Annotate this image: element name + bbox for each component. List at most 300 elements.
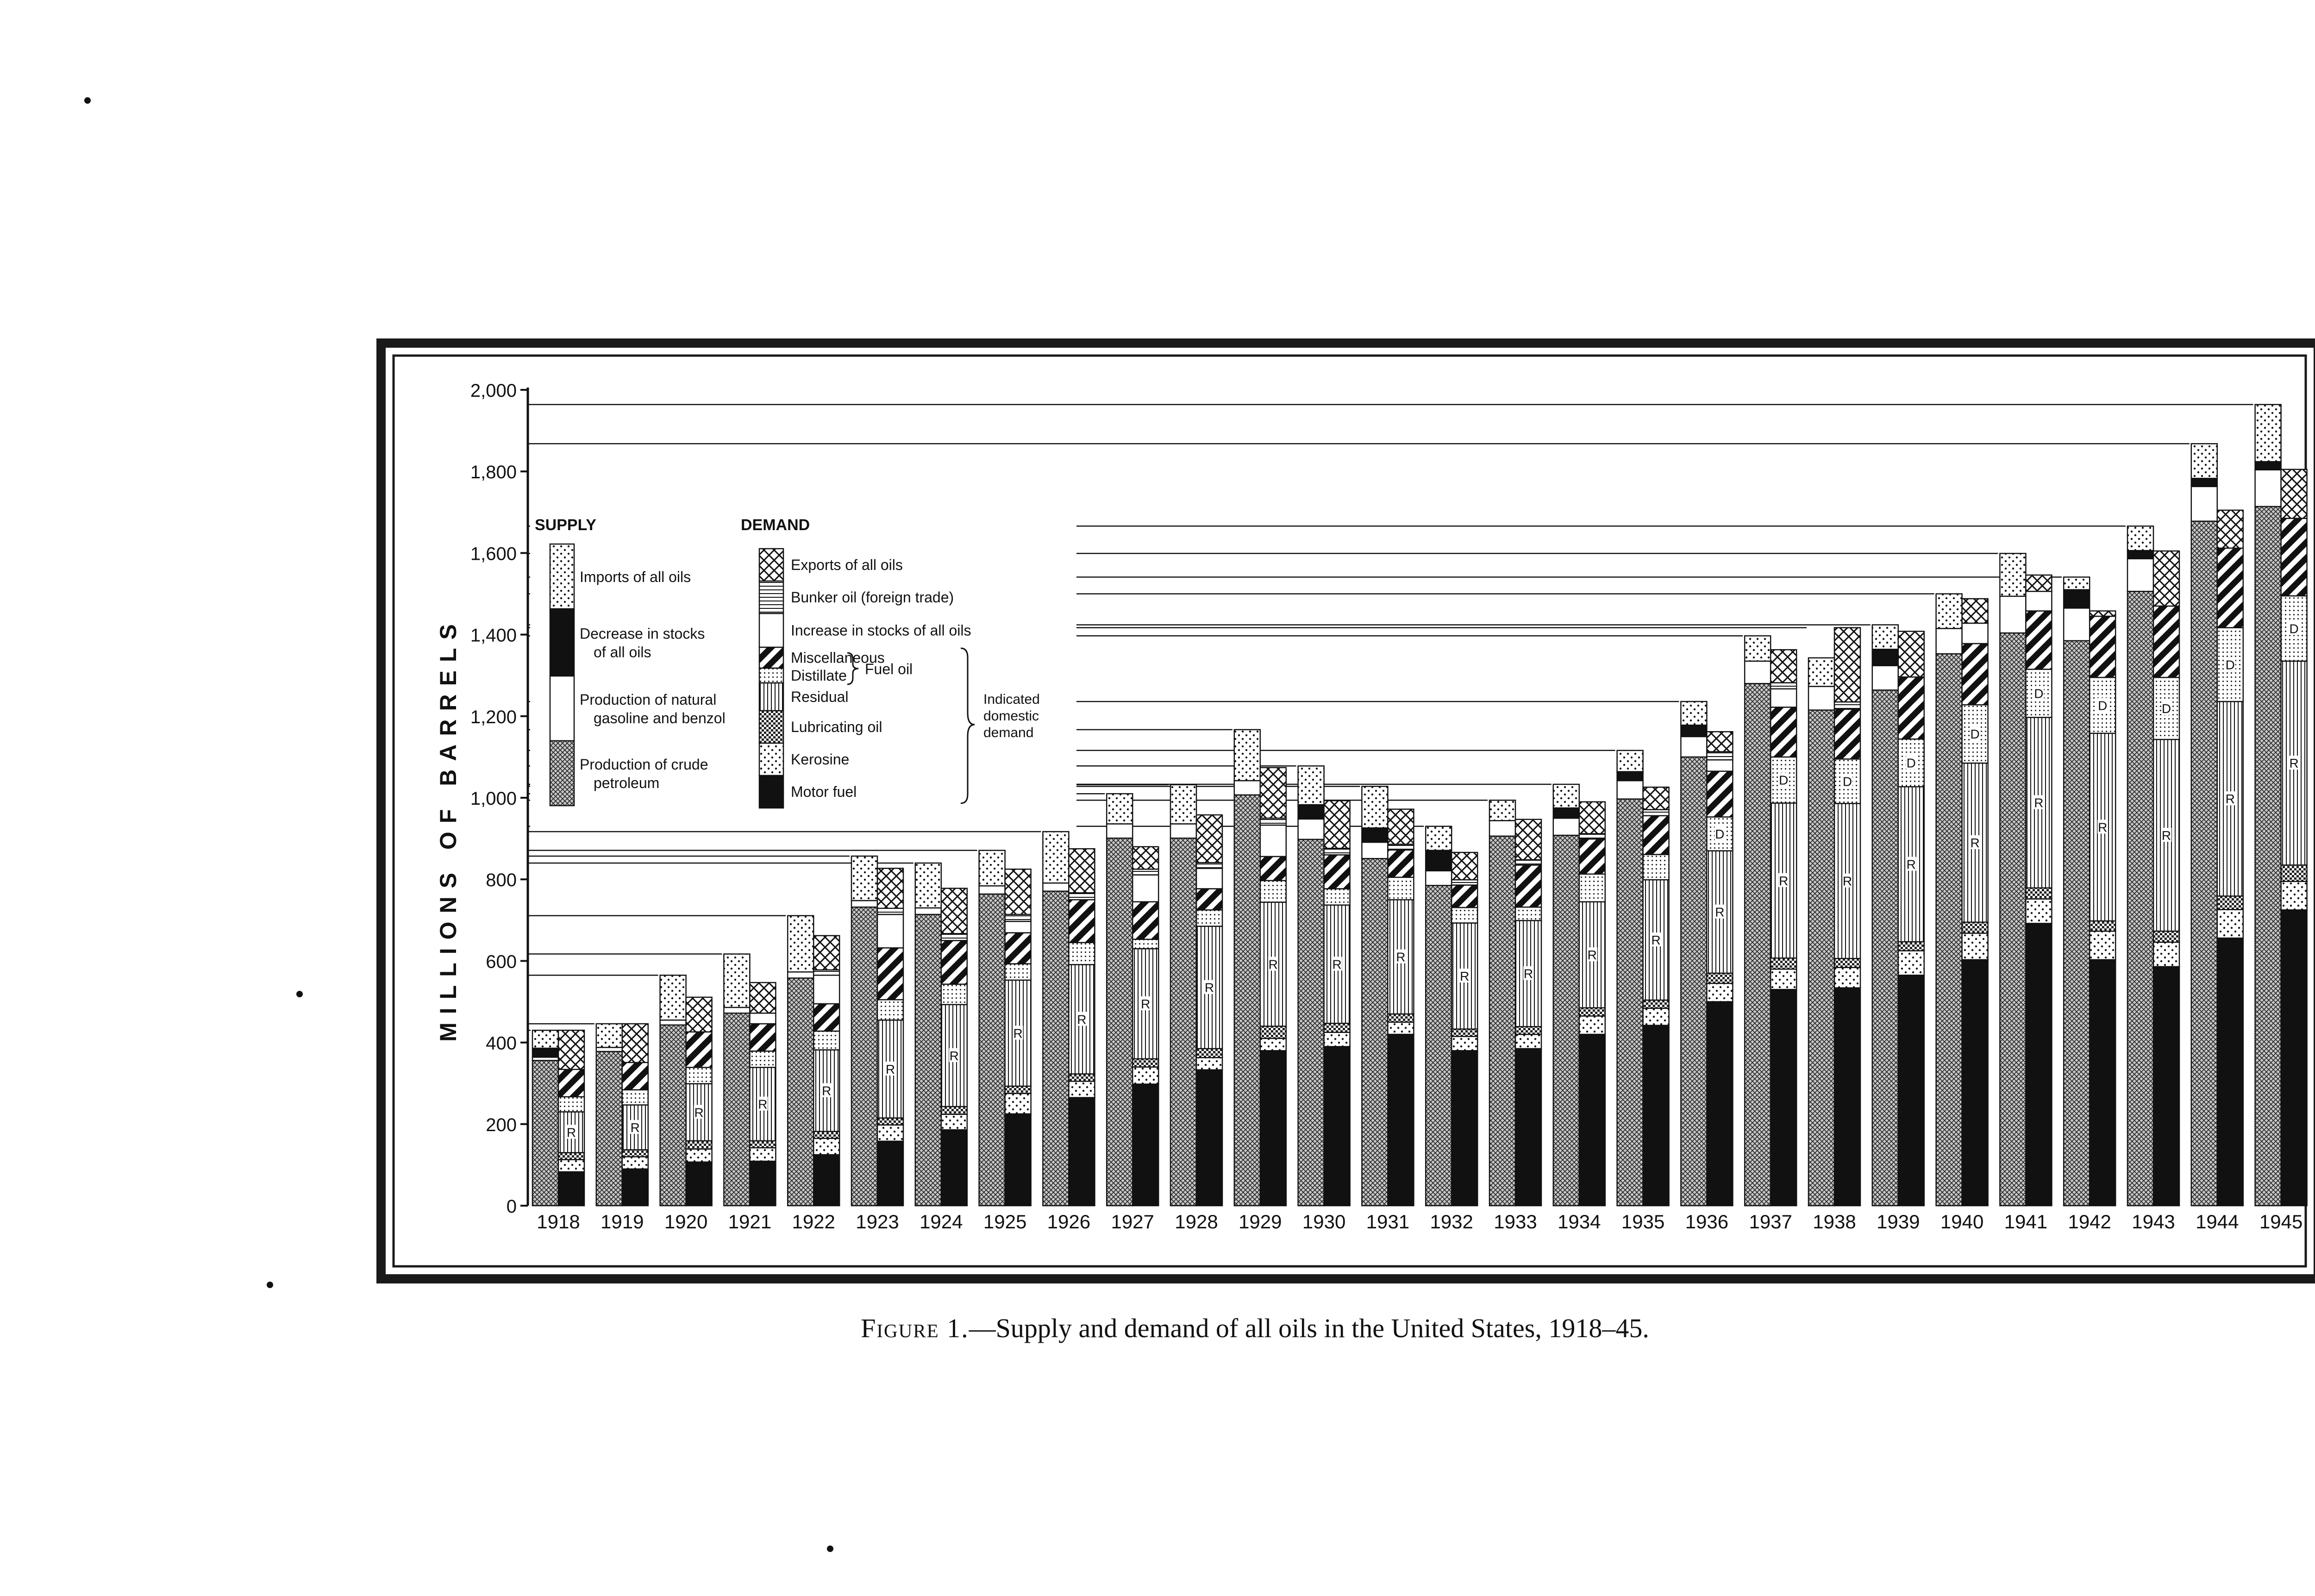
legend-label-distillate: Distillate [791, 667, 847, 684]
x-tick-label: 1937 [1749, 1211, 1792, 1233]
supply-segment-crude [1553, 835, 1579, 1206]
x-tick-label: 1945 [2259, 1211, 2303, 1233]
supply-segment-imports [1936, 594, 1962, 629]
supply-segment-natgas [915, 908, 941, 914]
demand-segment-motor [686, 1162, 712, 1206]
demand-segment-kerosine [2026, 899, 2052, 923]
segment-letter-distillate: D [1715, 826, 1725, 841]
supply-segment-stock_decrease [2127, 551, 2153, 559]
supply-segment-crude [532, 1060, 558, 1206]
segment-letter-residual: R [2034, 795, 2044, 810]
supply-segment-crude [979, 894, 1005, 1206]
demand-segment-misc [1834, 709, 1860, 759]
segment-letter-residual: R [1779, 873, 1789, 888]
x-tick-label: 1944 [2196, 1211, 2239, 1233]
demand-segment-exports [1069, 849, 1095, 893]
supply-segment-natgas [1107, 824, 1132, 838]
segment-letter-residual: R [1970, 835, 1980, 850]
demand-segment-exports [1771, 650, 1796, 682]
segment-letter-distillate: D [1970, 727, 1980, 742]
demand-segment-kerosine [813, 1139, 839, 1155]
demand-segment-stock_increase [1771, 689, 1796, 707]
demand-segment-distillate [1069, 943, 1095, 965]
x-tick-label: 1932 [1430, 1211, 1473, 1233]
demand-segment-lube [1452, 1029, 1477, 1037]
demand-segment-lube [1324, 1023, 1350, 1032]
demand-segment-bunker [1771, 683, 1796, 689]
legend-domestic-label: Indicated [983, 692, 1040, 707]
demand-segment-exports [1452, 852, 1477, 880]
demand-segment-exports [2026, 575, 2052, 591]
demand-segment-lube [2026, 888, 2052, 899]
demand-segment-misc [1962, 644, 1988, 705]
segment-letter-residual: R [758, 1097, 768, 1112]
demand-segment-lube [1388, 1014, 1414, 1022]
figure-label: Figure 1. [861, 1313, 969, 1343]
legend-demand-title: DEMAND [741, 516, 810, 534]
supply-segment-stock_decrease [2255, 462, 2281, 470]
demand-segment-bunker [1260, 818, 1286, 825]
demand-segment-misc [1579, 839, 1605, 874]
supply-segment-natgas [1808, 686, 1834, 710]
demand-segment-kerosine [1579, 1016, 1605, 1034]
demand-segment-bunker [1069, 893, 1095, 900]
demand-segment-motor [1643, 1026, 1669, 1206]
supply-segment-natgas [1426, 871, 1452, 886]
legend-label-residual: Residual [791, 688, 849, 705]
demand-segment-distillate [1132, 939, 1158, 949]
supply-segment-imports [1170, 785, 1196, 824]
demand-segment-distillate [1452, 908, 1477, 923]
demand-segment-kerosine [2090, 931, 2115, 960]
y-tick-label: 400 [486, 1033, 517, 1054]
supply-segment-crude [1489, 836, 1515, 1206]
supply-segment-crude [1872, 690, 1898, 1206]
x-tick-label: 1928 [1175, 1211, 1218, 1233]
demand-segment-exports [2153, 551, 2179, 606]
demand-segment-misc [813, 1004, 839, 1031]
demand-segment-distillate [1643, 854, 1669, 880]
supply-segment-natgas [788, 972, 813, 978]
demand-segment-misc [2153, 606, 2179, 677]
demand-segment-misc [622, 1063, 648, 1090]
demand-segment-exports [1132, 847, 1158, 869]
demand-segment-misc [1324, 855, 1350, 889]
segment-letter-residual: R [1651, 933, 1661, 948]
x-tick-label: 1931 [1366, 1211, 1410, 1233]
demand-segment-lube [941, 1107, 967, 1114]
supply-segment-imports [915, 863, 941, 908]
supply-segment-crude [1234, 795, 1260, 1206]
demand-segment-motor [750, 1161, 776, 1206]
demand-segment-stock_increase [1707, 760, 1733, 771]
demand-segment-misc [1196, 889, 1222, 910]
supply-segment-imports [851, 856, 877, 901]
legend-label-crude: petroleum [594, 775, 660, 791]
legend-swatch-distillate [759, 668, 783, 683]
demand-segment-stock_increase [1005, 921, 1031, 933]
segment-letter-distillate: D [2225, 657, 2235, 672]
supply-segment-natgas [851, 901, 877, 907]
segment-letter-residual: R [2225, 792, 2235, 807]
demand-segment-misc [750, 1024, 776, 1051]
y-tick-label: 1,800 [470, 462, 517, 483]
legend-swatch-crude [550, 741, 574, 806]
demand-segment-exports [941, 889, 967, 934]
segment-letter-residual: R [1077, 1012, 1087, 1027]
demand-segment-misc [686, 1032, 712, 1068]
demand-segment-lube [877, 1118, 903, 1125]
demand-segment-misc [1898, 677, 1924, 739]
demand-segment-exports [1834, 628, 1860, 702]
legend-label-stock_increase: Increase in stocks of all oils [791, 622, 971, 639]
supply-segment-crude [2255, 507, 2281, 1206]
demand-segment-lube [1515, 1026, 1541, 1034]
segment-letter-residual: R [2289, 756, 2299, 771]
segment-letter-residual: R [1906, 857, 1916, 872]
demand-segment-motor [941, 1130, 967, 1206]
demand-segment-exports [1324, 801, 1350, 848]
x-tick-label: 1924 [920, 1211, 963, 1233]
demand-segment-kerosine [1388, 1022, 1414, 1034]
demand-segment-exports [2281, 469, 2307, 519]
demand-segment-kerosine [1898, 951, 1924, 975]
demand-segment-stock_increase [1962, 623, 1988, 644]
legend-label-kerosine: Kerosine [791, 751, 850, 768]
demand-segment-lube [558, 1152, 584, 1159]
segment-letter-residual: R [885, 1062, 895, 1077]
segment-letter-distillate: D [2034, 686, 2044, 701]
supply-segment-imports [1107, 794, 1132, 824]
legend-swatch-stock_increase [759, 613, 783, 647]
demand-segment-distillate [1324, 889, 1350, 905]
demand-segment-misc [1515, 865, 1541, 907]
demand-segment-motor [1260, 1051, 1286, 1206]
demand-segment-motor [1834, 988, 1860, 1206]
supply-segment-crude [1170, 838, 1196, 1206]
demand-segment-kerosine [2153, 942, 2179, 967]
supply-segment-imports [1681, 701, 1707, 725]
demand-segment-kerosine [686, 1149, 712, 1162]
supply-segment-natgas [2127, 559, 2153, 591]
y-tick-label: 0 [506, 1196, 517, 1217]
supply-segment-crude [724, 1013, 750, 1206]
demand-segment-misc [877, 948, 903, 1000]
x-axis-labels [537, 1211, 2302, 1233]
supply-segment-natgas [2000, 596, 2026, 633]
demand-segment-kerosine [2217, 909, 2243, 938]
demand-segment-misc [2090, 616, 2115, 677]
supply-segment-stock_decrease [1617, 772, 1643, 781]
demand-segment-exports [1643, 787, 1669, 809]
supply-segment-crude [1681, 757, 1707, 1206]
x-tick-label: 1941 [2004, 1211, 2048, 1233]
demand-segment-distillate [1196, 910, 1222, 926]
segment-letter-residual: R [1013, 1026, 1023, 1041]
y-tick-label: 1,600 [470, 544, 517, 564]
demand-segment-kerosine [1834, 967, 1860, 988]
demand-segment-misc [1132, 902, 1158, 939]
figure-caption-text: —Supply and demand of all oils in the United States, 1918–45. [969, 1313, 1649, 1343]
demand-segment-stock_increase [1132, 875, 1158, 902]
supply-segment-imports [596, 1024, 622, 1047]
segment-letter-residual: R [2161, 828, 2171, 843]
demand-segment-exports [750, 983, 776, 1013]
demand-segment-misc [1388, 850, 1414, 877]
legend-domestic-label: domestic [983, 708, 1039, 724]
supply-segment-natgas [1170, 824, 1196, 838]
legend-label-motor: Motor fuel [791, 783, 857, 800]
supply-segment-imports [1553, 784, 1579, 808]
demand-segment-bunker [1196, 863, 1222, 868]
demand-segment-exports [2090, 611, 2115, 616]
supply-segment-natgas [660, 1020, 686, 1025]
segment-letter-residual: R [1842, 874, 1852, 889]
supply-segment-crude [1808, 710, 1834, 1206]
supply-segment-stock_decrease [1553, 808, 1579, 818]
supply-segment-natgas [596, 1047, 622, 1051]
supply-segment-crude [1426, 885, 1452, 1206]
demand-segment-kerosine [1005, 1094, 1031, 1114]
segment-letter-residual: R [1332, 957, 1342, 972]
supply-segment-crude [1936, 654, 1962, 1206]
segment-letter-residual: R [1204, 980, 1214, 995]
legend-fuel-oil-label: Fuel oil [865, 661, 913, 677]
demand-segment-kerosine [1707, 983, 1733, 1002]
supply-segment-crude [851, 907, 877, 1206]
x-tick-label: 1923 [856, 1211, 899, 1233]
x-tick-label: 1933 [1494, 1211, 1537, 1233]
demand-segment-distillate [1005, 964, 1031, 980]
supply-segment-imports [532, 1030, 558, 1048]
y-tick-label: 600 [486, 951, 517, 972]
demand-segment-exports [1515, 820, 1541, 860]
demand-segment-lube [1132, 1059, 1158, 1067]
demand-segment-lube [2281, 865, 2307, 881]
x-tick-label: 1918 [537, 1211, 580, 1233]
supply-segment-imports [2000, 553, 2026, 596]
demand-segment-kerosine [941, 1114, 967, 1130]
demand-segment-lube [1771, 958, 1796, 969]
demand-segment-lube [1643, 1000, 1669, 1008]
demand-segment-kerosine [1962, 933, 1988, 959]
demand-segment-kerosine [1643, 1008, 1669, 1026]
y-tick-label: 1,200 [470, 707, 517, 727]
x-tick-label: 1925 [983, 1211, 1027, 1233]
demand-segment-motor [1388, 1034, 1414, 1206]
supply-segment-natgas [2064, 608, 2090, 640]
supply-segment-imports [1043, 832, 1069, 883]
legend-label-lube: Lubricating oil [791, 719, 882, 735]
legend-label-exports: Exports of all oils [791, 557, 903, 573]
supply-segment-stock_decrease [1872, 649, 1898, 665]
segment-letter-residual: R [822, 1083, 832, 1098]
supply-segment-natgas [724, 1008, 750, 1013]
legend-label-natgas: gasoline and benzol [594, 710, 726, 726]
demand-segment-lube [2217, 896, 2243, 909]
demand-segment-motor [1069, 1098, 1095, 1206]
demand-segment-bunker [1579, 834, 1605, 839]
legend-label-misc: Miscellaneous [791, 649, 885, 666]
demand-segment-stock_increase [1260, 825, 1286, 857]
supply-segment-stock_decrease [1298, 805, 1324, 819]
supply-segment-imports [1745, 636, 1771, 661]
demand-segment-motor [2217, 938, 2243, 1206]
supply-segment-crude [788, 978, 813, 1206]
supply-segment-imports [1617, 751, 1643, 772]
demand-segment-motor [558, 1172, 584, 1206]
demand-segment-bunker [1707, 751, 1733, 760]
supply-segment-imports [2064, 577, 2090, 589]
supply-segment-crude [2064, 641, 2090, 1206]
demand-segment-stock_increase [1196, 868, 1222, 889]
demand-segment-kerosine [1196, 1058, 1222, 1070]
x-tick-label: 1919 [601, 1211, 644, 1233]
supply-segment-natgas [1745, 661, 1771, 683]
supply-segment-natgas [1362, 842, 1388, 858]
x-tick-label: 1934 [1558, 1211, 1601, 1233]
supply-segment-crude [1298, 839, 1324, 1206]
demand-segment-lube [1898, 942, 1924, 951]
supply-segment-imports [1362, 786, 1388, 828]
demand-segment-motor [1452, 1051, 1477, 1206]
supply-segment-stock_decrease [1362, 828, 1388, 842]
supply-segment-crude [1745, 683, 1771, 1206]
supply-segment-natgas [1936, 628, 1962, 654]
demand-segment-bunker [1005, 914, 1031, 921]
demand-segment-exports [1196, 815, 1222, 863]
supply-segment-natgas [1553, 818, 1579, 835]
demand-segment-bunker [1515, 860, 1541, 865]
demand-segment-distillate [877, 1000, 903, 1020]
supply-segment-crude [2191, 521, 2217, 1206]
legend-swatch-lube [759, 711, 783, 743]
x-tick-label: 1920 [664, 1211, 708, 1233]
legend-label-stock_decrease: Decrease in stocks [580, 625, 705, 642]
segment-letter-distillate: D [1906, 756, 1916, 770]
supply-segment-crude [2127, 591, 2153, 1206]
legend-swatch-motor [759, 776, 783, 808]
segment-letter-distillate: D [2289, 621, 2299, 636]
demand-segment-bunker [941, 933, 967, 940]
supply-segment-crude [596, 1051, 622, 1206]
demand-segment-exports [1388, 809, 1414, 845]
demand-segment-bunker [1132, 869, 1158, 875]
demand-segment-lube [1834, 958, 1860, 967]
supply-segment-natgas [2255, 470, 2281, 507]
demand-segment-distillate [622, 1090, 648, 1105]
supply-segment-natgas [2191, 487, 2217, 521]
supply-segment-stock_decrease [2191, 478, 2217, 487]
supply-segment-imports [788, 916, 813, 972]
demand-segment-lube [686, 1141, 712, 1149]
demand-segment-motor [2281, 910, 2307, 1206]
demand-segment-exports [1898, 632, 1924, 677]
supply-segment-natgas [1617, 781, 1643, 799]
demand-segment-bunker [1643, 810, 1669, 816]
demand-segment-bunker [1452, 880, 1477, 885]
segment-letter-distillate: D [2098, 698, 2108, 713]
demand-segment-motor [2090, 960, 2115, 1206]
demand-segment-motor [1324, 1046, 1350, 1206]
supply-segment-stock_decrease [1681, 725, 1707, 737]
demand-segment-kerosine [2281, 882, 2307, 910]
demand-segment-misc [1643, 816, 1669, 855]
legend-swatch-residual [759, 683, 783, 711]
demand-segment-exports [1260, 768, 1286, 818]
demand-segment-kerosine [1132, 1067, 1158, 1084]
supply-segment-natgas [1234, 781, 1260, 795]
supply-segment-imports [1489, 800, 1515, 820]
demand-segment-motor [1898, 975, 1924, 1206]
demand-segment-lube [1069, 1074, 1095, 1081]
demand-segment-lube [1579, 1008, 1605, 1016]
demand-segment-distillate [558, 1097, 584, 1112]
demand-segment-misc [2026, 611, 2052, 670]
demand-segment-exports [686, 997, 712, 1032]
demand-segment-bunker [1834, 702, 1860, 709]
supply-segment-natgas [1681, 737, 1707, 757]
demand-segment-kerosine [622, 1157, 648, 1169]
demand-segment-misc [558, 1070, 584, 1097]
segment-letter-residual: R [1587, 948, 1597, 963]
y-tick-label: 1,400 [470, 625, 517, 646]
demand-segment-stock_increase [813, 975, 839, 1004]
demand-segment-motor [813, 1155, 839, 1206]
x-tick-label: 1936 [1685, 1211, 1729, 1233]
segment-letter-residual: R [1141, 996, 1151, 1011]
legend-label-imports: Imports of all oils [580, 569, 691, 585]
demand-segment-distillate [1515, 907, 1541, 920]
y-tick-label: 1,000 [470, 789, 517, 809]
demand-segment-stock_increase [877, 914, 903, 948]
demand-segment-kerosine [1452, 1036, 1477, 1051]
legend-label-crude: Production of crude [580, 756, 708, 773]
x-tick-label: 1938 [1813, 1211, 1856, 1233]
demand-segment-lube [2090, 921, 2115, 931]
demand-segment-motor [1579, 1034, 1605, 1206]
x-tick-label: 1939 [1877, 1211, 1920, 1233]
legend-label-bunker: Bunker oil (foreign trade) [791, 589, 954, 606]
demand-segment-motor [1707, 1002, 1733, 1206]
supply-segment-imports [2127, 526, 2153, 551]
supply-segment-crude [1043, 891, 1069, 1206]
demand-segment-bunker [1324, 848, 1350, 855]
demand-segment-lube [813, 1132, 839, 1139]
x-tick-label: 1929 [1239, 1211, 1282, 1233]
demand-segment-exports [813, 936, 839, 970]
y-tick-label: 800 [486, 870, 517, 891]
demand-segment-lube [750, 1141, 776, 1148]
segment-letter-residual: R [1396, 950, 1406, 964]
x-tick-label: 1935 [1621, 1211, 1665, 1233]
demand-segment-bunker [813, 970, 839, 975]
supply-segment-imports [2255, 405, 2281, 462]
demand-segment-kerosine [1324, 1033, 1350, 1047]
demand-segment-kerosine [558, 1159, 584, 1171]
demand-segment-distillate [750, 1051, 776, 1067]
legend-label-stock_decrease: of all oils [594, 644, 651, 661]
supply-segment-stock_decrease [2064, 590, 2090, 608]
legend-swatch-imports [550, 544, 574, 609]
legend-label-natgas: Production of natural [580, 691, 717, 708]
supply-segment-stock_decrease [532, 1048, 558, 1057]
demand-segment-motor [1515, 1049, 1541, 1206]
demand-segment-motor [877, 1141, 903, 1206]
demand-segment-lube [1707, 973, 1733, 983]
supply-segment-crude [1362, 858, 1388, 1206]
supply-segment-imports [660, 975, 686, 1020]
